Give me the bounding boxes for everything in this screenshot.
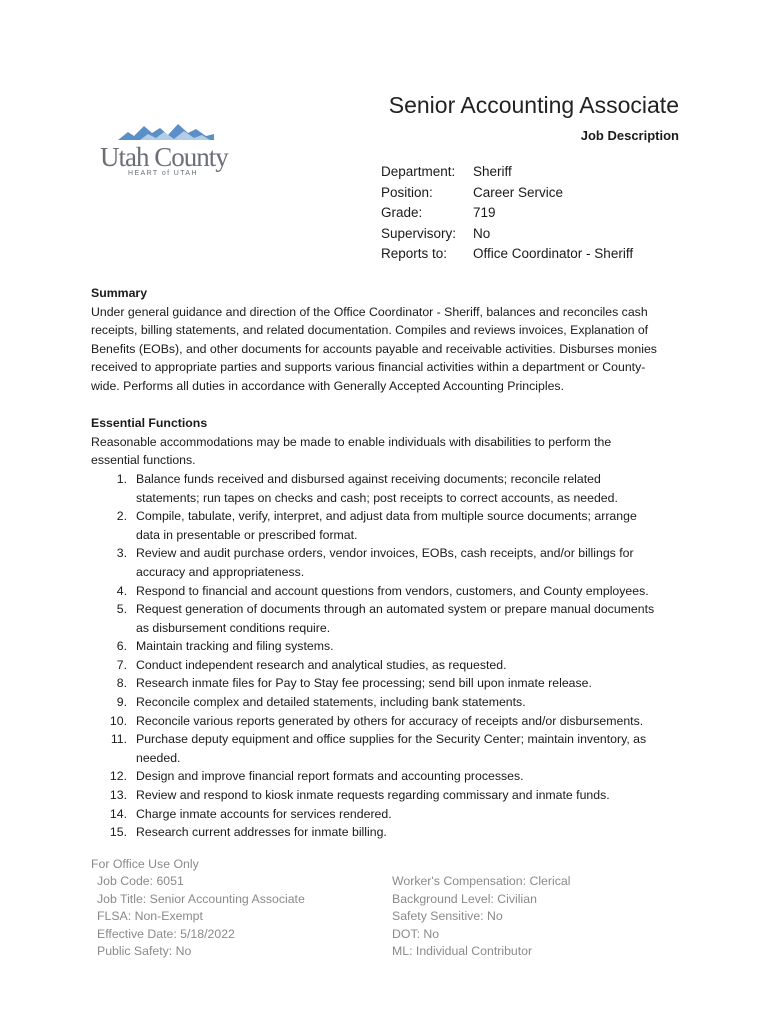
list-item <box>91 674 683 693</box>
summary-line: wide. Performs all duties in accordance with Generally Accepted Accounting Principles. <box>91 378 564 393</box>
intro-line: essential functions. <box>91 453 196 468</box>
meta-label: Position: <box>381 184 433 200</box>
item-number: 1. <box>116 471 127 486</box>
main-content <box>91 284 683 842</box>
item-number: 7. <box>116 657 127 672</box>
item-line: Research inmate files for Pay to Stay fee processing; send bill upon inmate release. <box>136 676 592 691</box>
meta-value: Sheriff <box>473 164 512 179</box>
office-use-field: Safety Sensitive: No <box>392 909 503 924</box>
item-number: 10. <box>109 713 127 728</box>
list-item <box>91 693 683 712</box>
meta-label: Department: <box>381 164 456 179</box>
meta-label: Supervisory: <box>381 225 457 241</box>
list-item <box>91 656 683 675</box>
office-use-field: DOT: No <box>392 926 440 941</box>
summary-paragraph <box>91 303 683 396</box>
office-use-field: FLSA: Non-Exempt <box>97 909 203 924</box>
item-line: Conduct independent research and analytical studies, as requested. <box>136 657 507 672</box>
item-line: Review and audit purchase orders, vendor invoices, EOBs, cash receipts, and/or billings for <box>136 546 634 561</box>
list-item <box>91 544 683 581</box>
list-item <box>91 823 683 842</box>
essential-functions-heading: Essential Functions <box>91 416 208 431</box>
office-use-field: Public Safety: No <box>97 944 192 959</box>
item-number: 4. <box>116 583 127 598</box>
summary-line: received to appropriate parties and supports various financial activities within a department or County- <box>91 360 646 375</box>
intro-line: Reasonable accommodations may be made to enable individuals with disabilities to perform the <box>91 434 612 449</box>
list-item <box>91 805 683 824</box>
utah-county-logo <box>100 122 232 184</box>
item-line: Review and respond to kiosk inmate requests regarding commissary and inmate funds. <box>136 788 610 803</box>
item-line: Charge inmate accounts for services rendered. <box>136 806 392 821</box>
item-line: Balance funds received and disbursed against receiving documents; reconcile related <box>136 471 601 486</box>
item-line: needed. <box>136 750 181 765</box>
meta-value: No <box>473 225 491 241</box>
office-use-left-column <box>97 873 305 960</box>
office-use-field: ML: Individual Contributor <box>392 944 533 959</box>
item-number: 13. <box>109 788 127 803</box>
page-subtitle: Job Description <box>580 128 679 143</box>
list-item <box>91 507 683 544</box>
item-number: 14. <box>109 806 127 821</box>
summary-heading: Summary <box>91 286 148 300</box>
item-line: data in presentable or prescribed format. <box>136 527 358 542</box>
item-number: 8. <box>116 676 127 691</box>
meta-value: Career Service <box>473 184 564 200</box>
item-line: Request generation of documents through an automated system or prepare manual documents <box>136 602 655 617</box>
meta-value: Office Coordinator - Sheriff <box>473 246 634 261</box>
page-title: Senior Accounting Associate <box>388 92 679 118</box>
item-line: Respond to financial and account questions from vendors, customers, and County employees. <box>136 583 649 598</box>
essential-intro <box>91 433 683 470</box>
meta-label: Reports to: <box>381 246 448 261</box>
item-number: 12. <box>109 769 127 784</box>
item-number: 3. <box>116 546 127 561</box>
list-item <box>91 712 683 731</box>
meta-row-position <box>381 183 633 204</box>
office-use-field: Effective Date: 5/18/2022 <box>97 926 235 941</box>
meta-row-supervisory <box>381 224 633 245</box>
item-line: Compile, tabulate, verify, interpret, and adjust data from multiple source documents; arrange <box>136 509 637 524</box>
office-use-heading: For Office Use Only <box>91 857 199 871</box>
office-use-block <box>91 856 571 959</box>
list-item <box>91 470 683 507</box>
item-line: Research current addresses for inmate billing. <box>136 825 387 840</box>
office-use-right-column <box>392 873 570 960</box>
item-line: as disbursement conditions require. <box>136 620 331 635</box>
list-item <box>91 582 683 601</box>
item-line: Reconcile various reports generated by others for accuracy of receipts and/or disbursements. <box>136 713 644 728</box>
mountain-logo-icon <box>118 122 214 142</box>
meta-row-department <box>381 162 633 183</box>
summary-line: Benefits (EOBs), and other documents for accounts payable and receivable activities. Disburses monies <box>91 341 657 356</box>
office-use-field: Job Code: 6051 <box>97 874 184 889</box>
meta-label: Grade: <box>381 205 423 220</box>
office-use-field: Worker's Compensation: Clerical <box>392 874 571 889</box>
meta-value: 719 <box>473 205 496 220</box>
list-item <box>91 600 683 637</box>
item-number: 15. <box>109 825 127 840</box>
list-item <box>91 767 683 786</box>
office-use-field: Background Level: Civilian <box>392 891 537 906</box>
list-item <box>91 637 683 656</box>
job-meta-table <box>381 162 633 265</box>
list-item <box>91 786 683 805</box>
item-number: 9. <box>116 695 127 710</box>
item-line: accuracy and appropriateness. <box>136 564 305 579</box>
logo-name: Utah County <box>100 142 228 172</box>
logo-tagline: HEART of UTAH <box>128 170 198 177</box>
item-line: Maintain tracking and filing systems. <box>136 639 334 654</box>
item-number: 2. <box>116 509 127 524</box>
item-line: Reconcile complex and detailed statements, including bank statements. <box>136 695 526 710</box>
item-number: 11. <box>110 732 127 747</box>
list-item <box>91 730 683 767</box>
summary-line: Under general guidance and direction of the Office Coordinator - Sheriff, balances and reconciles cash <box>91 304 648 319</box>
office-use-field: Job Title: Senior Accounting Associate <box>97 891 305 906</box>
item-number: 5. <box>116 602 127 617</box>
item-line: Purchase deputy equipment and office supplies for the Security Center; maintain inventory, as <box>136 732 647 747</box>
meta-row-grade <box>381 203 633 224</box>
summary-line: receipts, billing statements, and related documentation. Compiles and reviews invoices, Explanation of <box>91 323 649 338</box>
item-number: 6. <box>116 639 127 654</box>
item-line: Design and improve financial report formats and accounting processes. <box>136 769 524 784</box>
essential-functions-list <box>91 470 683 842</box>
item-line: statements; run tapes on checks and cash; post receipts to correct accounts, as needed. <box>136 490 618 505</box>
meta-row-reports-to <box>381 244 633 265</box>
section-gap <box>91 396 683 415</box>
